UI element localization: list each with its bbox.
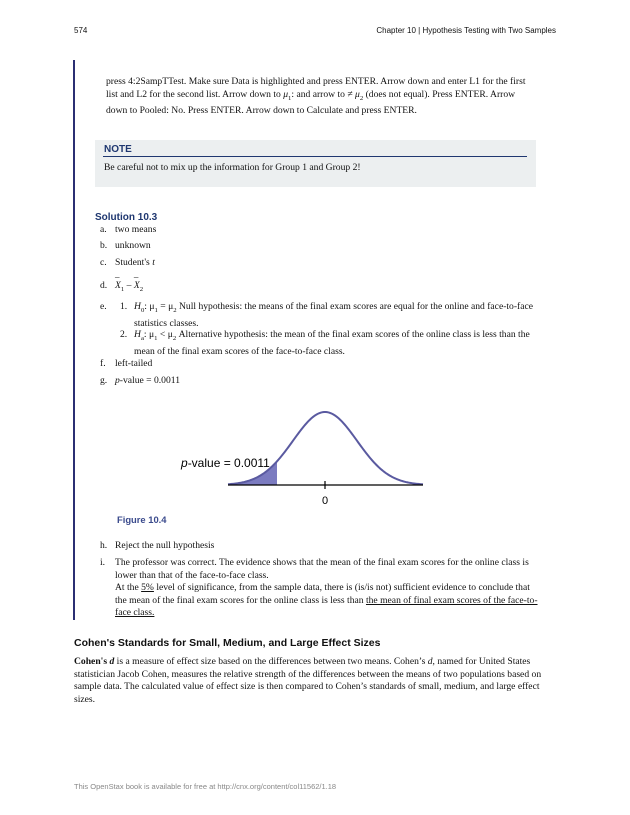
section-title: Cohen's Standards for Small, Medium, and Large Effect Sizes [74, 637, 381, 649]
note-text: Be careful not to mix up the information for Group 1 and Group 2! [104, 162, 361, 173]
conclusion-statement: At the 5% level of significance, from the sample data, there is (is/is not) sufficient evidence to conclude that the mean of the final exam scores for the online class is less than the mean of final exam scores of the face-to-face class. [115, 582, 538, 619]
page-number: 574 [74, 26, 88, 35]
normal-curve [228, 412, 423, 484]
note-box [95, 140, 536, 187]
axis-tick-label: 0 [321, 495, 329, 507]
example-side-bar [73, 60, 75, 620]
figure-caption: Figure 10.4 [117, 514, 167, 525]
note-title: NOTE [104, 144, 132, 155]
conclusion-text: The professor was correct. The evidence shows that the mean of the final exam scores for the online class is lower than that of the face-to-face class. [115, 557, 529, 581]
chapter-header: Chapter 10 | Hypothesis Testing with Two Samples [376, 26, 556, 35]
calculator-instructions: press 4:2SampTTest. Make sure Data is highlighted and press ENTER. Arrow down and enter L1 for the first list and L2 for the second list. Arrow down to $\mu_1$: and arrow to ≠ $\mu_2$ (does not equal). Press ENTER. Arrow down to Pooled: No. Press ENTER. Arrow down to Calculate and press ENTER. [106, 76, 526, 117]
p-value-label: p-value = 0.0011 [181, 456, 270, 470]
footer: This OpenStax book is available for free at http://cnx.org/content/col11562/1.18 [74, 782, 337, 791]
note-divider [103, 156, 527, 157]
section-paragraph: Cohen's d is a measure of effect size based on the differences between two means. Cohen’s d, named for United States statistician Jacob Cohen, measures the relative strength of the differences between the means of two populations based on sample data. The calculated value of effect size is then compared to Cohen’s standards of small, medium, and large effect sizes. [74, 656, 542, 705]
solution-title: Solution 10.3 [95, 212, 158, 223]
normal-distribution-figure [150, 400, 470, 510]
